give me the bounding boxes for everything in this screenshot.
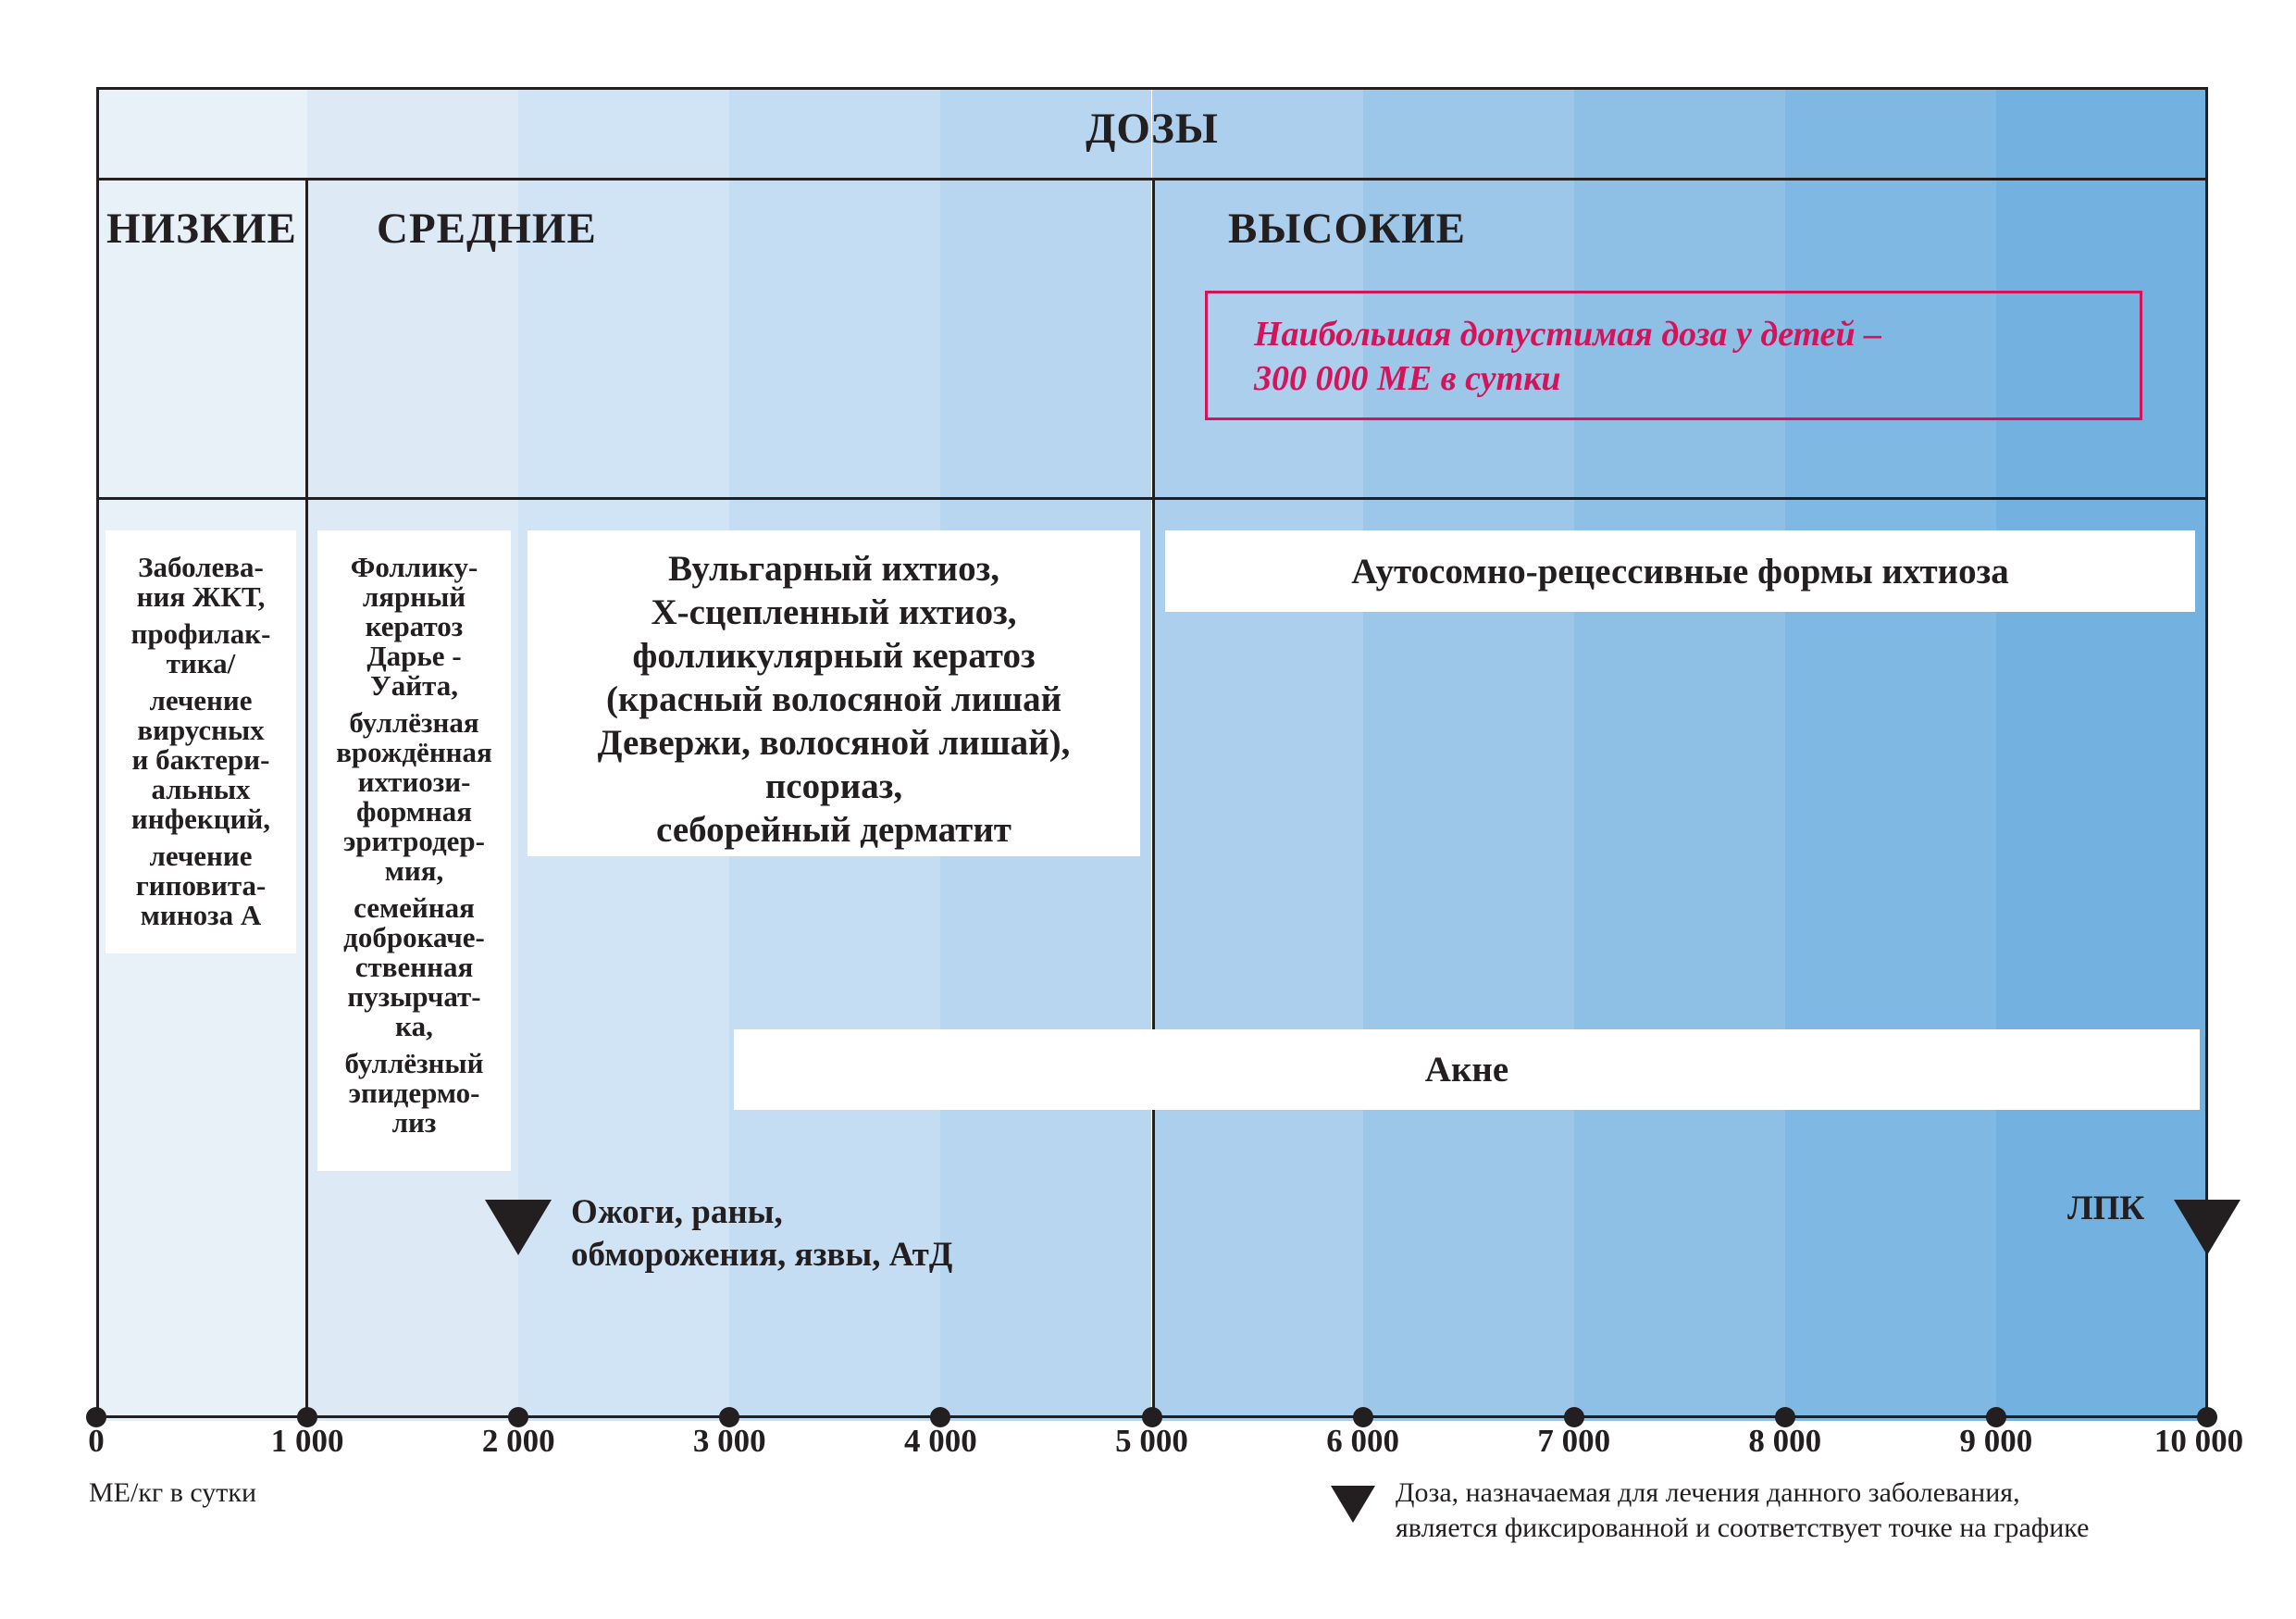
condition-card-vulgar [527,530,1140,856]
condition-text-line: мия, [384,854,444,887]
category-low-label: НИЗКИЕ [106,205,297,253]
condition-text-line: буллёзный [344,1047,484,1079]
condition-text-line: миноза А [140,899,262,931]
condition-text-line: ния ЖКТ, [136,580,266,613]
condition-text-line: кератоз [365,610,464,642]
axis-unit-label: МЕ/кг в сутки [89,1477,257,1508]
condition-card-acne: Акне [734,1029,2200,1110]
lpk-dose-marker-icon [2174,1200,2240,1255]
condition-card-autosomal: Аутосомно-рецессивные формы ихтиоза [1165,530,2195,612]
condition-text-line: вирусных [137,714,265,746]
legend-line2: является фиксированной и соответствует точке на графике [1396,1513,2090,1543]
dose-band [1152,88,1363,1421]
dose-band [1363,88,1574,1421]
condition-text-line: инфекций, [130,803,271,835]
condition-text-line: врождённая [336,736,492,768]
dose-band [1574,88,1785,1421]
frame-left-line [96,87,99,1418]
condition-text-line: Фоллику- [350,551,478,583]
burns-marker-line2: обморожения, язвы, АтД [571,1236,953,1274]
condition-text-line: эпидермо- [348,1077,480,1109]
condition-text-line: лиз [391,1106,437,1139]
axis-tick-label: 4 000 [904,1423,977,1459]
axis-tick-label: 1 000 [270,1423,344,1459]
condition-text-line: и бактери- [131,743,270,776]
condition-text-line: Уайта, [370,669,458,702]
axis-tick-label: 8 000 [1748,1423,1822,1459]
axis-tick-label: 10 000 [2153,1423,2244,1459]
condition-text-line: профилак- [130,617,271,650]
max-dose-note-line1: Наибольшая допустимая доза у детей – [1254,315,1882,354]
condition-card-gi [105,530,296,953]
condition-text-line: формная [356,795,472,828]
condition-text-line: доброкаче- [343,921,485,953]
condition-text-line: альных [151,773,251,805]
burns-dose-marker-icon [485,1200,552,1255]
condition-text-line: ихтиози- [357,766,471,798]
condition-text-line: тика/ [166,647,236,679]
condition-text-line: эритродер- [343,825,485,857]
burns-marker-line1: Ожоги, раны, [571,1193,783,1231]
axis-tick-label: 3 000 [692,1423,766,1459]
axis-tick-label: 9 000 [1959,1423,2033,1459]
condition-text-line: ка, [395,1010,433,1042]
condition-text-line: ственная [354,951,474,983]
axis-tick-label: 2 000 [481,1423,555,1459]
condition-text-line: лечение [149,684,253,716]
dose-band [1785,88,1996,1421]
axis-tick-label: 5 000 [1115,1423,1188,1459]
category-high-label: ВЫСОКИЕ [1228,205,1466,253]
legend-marker-icon [1331,1486,1375,1523]
condition-text-line: лярный [362,580,466,613]
category-medium-label: СРЕДНИЕ [377,205,597,253]
axis-tick-label: 6 000 [1326,1423,1399,1459]
condition-text-line: Заболева- [138,551,264,583]
condition-text-line: буллёзная [349,706,479,739]
lpk-marker-label: ЛПК [2067,1189,2145,1227]
low-medium-divider [305,178,308,1418]
axis-tick-label: 0 [88,1423,105,1459]
condition-card-follicular [317,530,511,1171]
max-dose-note-box [1205,291,2142,420]
condition-text-line: семейная [354,891,475,924]
chart-title: ДОЗЫ [1086,105,1219,153]
condition-text-line: (красный волосяной лишай [605,679,1062,719]
medium-high-divider [1152,178,1155,1418]
condition-text-line: пузырчат- [347,980,481,1013]
axis-tick-label: 7 000 [1537,1423,1611,1459]
condition-text-line: Девержи, волосяной лишай), [597,723,1071,763]
condition-text-line: лечение [149,840,253,872]
condition-text-line: Дарье - [366,640,462,672]
max-dose-note-line2: 300 000 МЕ в сутки [1254,359,1561,398]
legend-line1: Доза, назначаемая для лечения данного заболевания, [1396,1477,2020,1508]
condition-text-line: Вульгарный ихтиоз, [667,549,1000,589]
frame-top-line [96,87,2208,90]
condition-text-line: псориаз, [764,766,903,806]
condition-text-line: фолликулярный кератоз [632,636,1036,676]
condition-text-line: себорейный дерматит [656,810,1011,850]
condition-text-line: гиповита- [135,869,267,902]
condition-text-line: Х-сцепленный ихтиоз, [651,592,1017,632]
